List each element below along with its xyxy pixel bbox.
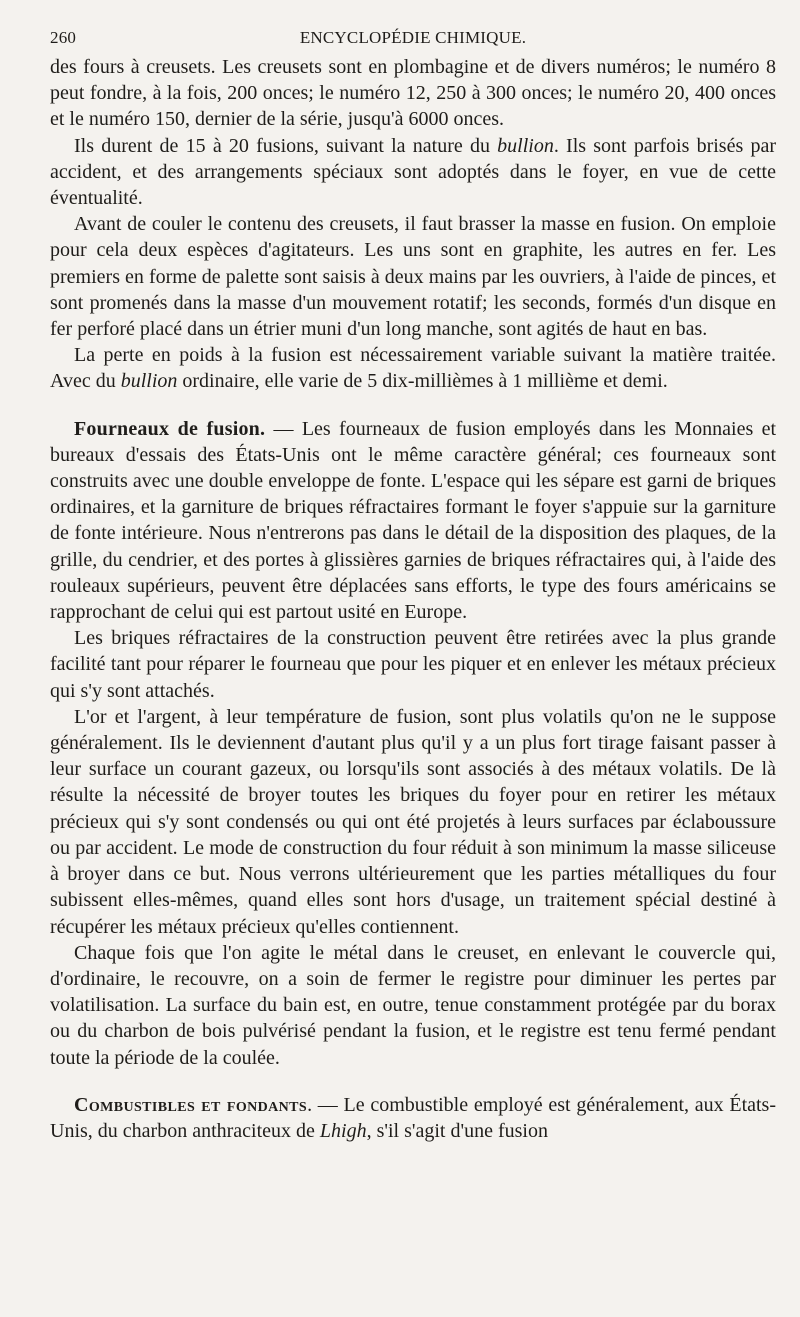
paragraph-4 [50,342,776,394]
page-header [50,28,776,48]
paragraph-7: Chaque fois que l'on agite le métal dans le creuset, en enlevant le couvercle qui, d'ordinaire, le recouvre, on a soin de fermer le registre pour diminuer les pertes par volatilisation. La surface du bain est, en outre, tenue constamment protégée par du borax ou du charbon de bois pulvérisé pendant la fusion, et le registre est tenu fermé pendant toute la période de la coulée. [50,941,776,1069]
section-title-combustibles: Combustibles et fondants [74,1093,308,1116]
section-fourneaux-de-fusion [50,416,776,626]
section-combustibles-et-fondants [50,1092,776,1144]
paragraph-1: des fours à creusets. Les creusets sont en plombagine et de divers numéros; le numéro 8 peut fondre, à la fois, 200 onces; le numéro 12, 250 à 300 onces; le numéro 20, 400 onces et le numéro 150, dernier de la série, jusqu'à 6000 onces. [50,56,776,131]
section-combustibles-emphasis: Lhigh [319,1119,367,1142]
section-title-fourneaux: Fourneaux de fusion. [74,417,266,440]
paragraph-4-emphasis: bullion [120,370,178,393]
page-number: 260 [50,28,77,47]
paragraph-2-text-a: Ils durent de 15 à 20 fusions, suivant la nature du [74,134,498,157]
paragraph-3: Avant de couler le contenu des creusets, il faut brasser la masse en fusion. On emploie pour cela deux espèces d'agitateurs. Les uns sont en graphite, les autres en fer. Les premiers en forme de palette sont saisis à deux mains par les ouvriers, à l'aide de pinces, et sont promenés dans la masse d'un mouvement rotatif; les seconds, formés d'un disque en fer perforé placé dans un étrier muni d'un long manche, sont agités de haut en bas. [50,213,776,341]
section-fourneaux-text: — Les fourneaux de fusion employés dans les Monnaies et bureaux d'essais des États-Unis ont le même caractère général; ces fourneaux sont construits avec une double enveloppe de fonte. L'espace qui les sépare est garni de briques ordinaires, et la garniture de briques réfractaires formant le foyer s'appuie sur la garniture de fonte intérieure. Nous n'entrerons pas dans le détail de la disposition des plaques, de la grille, du cendrier, et des portes à glissières garnies de briques réfractaires qui, à l'aide des rouleaux supérieurs, peuvent être déplacées sans efforts, le type des fours américains se rapprochant de celui qui est partout usité en Europe. [50,417,776,624]
paragraph-5: Les briques réfractaires de la construction peuvent être retirées avec la plus grande facilité tant pour réparer le fourneau que pour les piquer et en enlever les métaux précieux qui s'y sont attachés. [50,627,776,702]
page-body [50,54,776,1144]
paragraph-4-text-a: La perte en poids à la fusion est nécessairement variable suivant la matière traitée. Avec du [50,344,776,393]
paragraph-6: L'or et l'argent, à leur température de fusion, sont plus volatils qu'on ne le suppose généralement. Ils le deviennent d'autant plus qu'il y a un plus fort tirage faisant passer à leur surface un courant gazeux, ou lorsqu'ils sont associés à des métaux volatils. De là résulte la nécessité de broyer toutes les briques du foyer pour en retirer les métaux précieux qui s'y sont condensés ou qui ont été projetés à leurs surfaces par éclaboussure ou par accident. Le mode de construction du four réduit à son minimum la masse siliceuse à broyer dans ce but. Nous verrons ultérieurement que les parties métalliques du four subissent elles-mêmes, quand elles sont hors d'usage, un traitement spécial destiné à récupérer les métaux précieux qu'elles contiennent. [50,705,776,938]
section-combustibles-text-b: , s'il s'agit d'une fusion [366,1119,548,1142]
paragraph-2-text-b: . Ils sont parfois brisés par accident, et des arrangements spéciaux sont adoptés dans le foyer, en vue de cette éventualité. [50,134,776,210]
running-title: ENCYCLOPÉDIE CHIMIQUE. [299,28,527,47]
section-combustibles-text-a: . — Le combustible employé est généralement, aux États-Unis, du charbon anthraciteux de [50,1093,777,1142]
paragraph-2-emphasis: bullion [497,134,554,157]
paragraph-4-text-b: ordinaire, elle varie de 5 dix-millièmes à 1 millième et demi. [177,370,668,393]
paragraph-2 [50,133,776,212]
